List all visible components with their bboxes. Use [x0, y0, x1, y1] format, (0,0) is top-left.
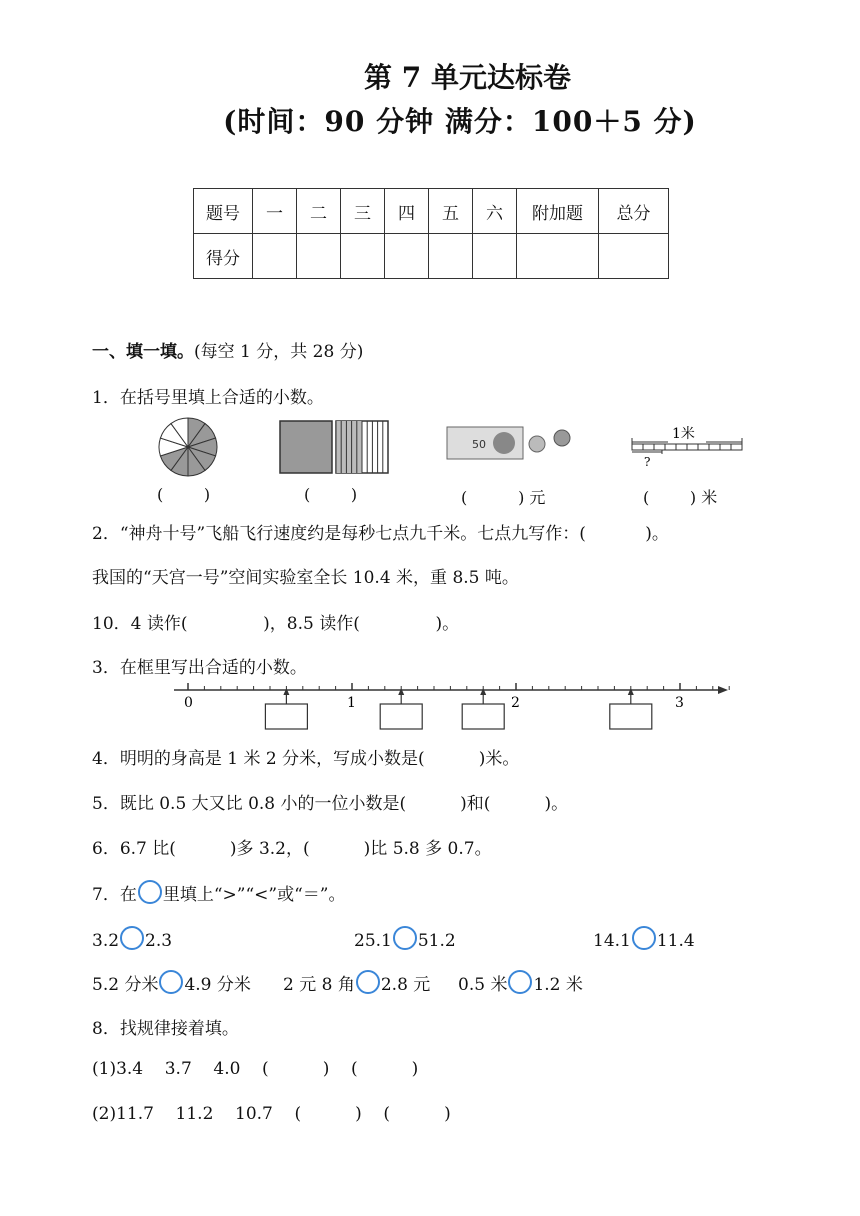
strip [357, 421, 362, 473]
compare-right: 1.2 米 [533, 975, 583, 995]
compare-item [354, 926, 456, 951]
compare-right: 51.2 [417, 931, 456, 951]
table-cell: 二 [297, 189, 341, 234]
compare-left: 0.5 米 [458, 975, 508, 995]
section-heading [92, 337, 363, 362]
compare-left: 5.2 分米 [92, 975, 159, 995]
score-table-score-row [194, 234, 669, 279]
question-1: 1．在括号里填上合适的小数。 [92, 388, 324, 408]
ruler-figure [630, 426, 746, 472]
strip [336, 421, 341, 473]
score-table-header-row [194, 189, 669, 234]
compare-item [283, 970, 430, 995]
compare-circle[interactable] [508, 970, 532, 994]
pattern-line-1: (1)3.4 3.7 4.0 ( ) ( ) [92, 1059, 419, 1079]
score-input-cell[interactable] [473, 234, 517, 279]
section-heading-bold: 一、填一填。 [92, 342, 194, 362]
compare-item [458, 970, 583, 995]
question-5: 5．既比 0.5 大又比 0.8 小的一位小数是( )和( )。 [92, 794, 569, 814]
compare-circle[interactable] [393, 926, 417, 950]
answer-box[interactable] [380, 704, 422, 729]
compare-circle[interactable] [632, 926, 656, 950]
strip [352, 421, 357, 473]
money-figure [446, 424, 580, 464]
compare-right: 11.4 [656, 931, 695, 951]
score-input-cell[interactable] [385, 234, 429, 279]
table-cell: 三 [341, 189, 385, 234]
compare-item [593, 926, 695, 951]
table-cell: 题号 [194, 189, 253, 234]
score-input-cell[interactable] [599, 234, 669, 279]
compare-item [92, 926, 172, 951]
tick-label: 3 [675, 695, 684, 711]
answer-blank[interactable]: ( ) 元 [461, 488, 546, 507]
compare-circle[interactable] [120, 926, 144, 950]
compare-circle[interactable] [159, 970, 183, 994]
compare-left: 25.1 [354, 931, 392, 951]
score-input-cell[interactable] [341, 234, 385, 279]
score-input-cell[interactable] [517, 234, 599, 279]
table-cell: 总分 [599, 189, 669, 234]
table-cell: 附加题 [517, 189, 599, 234]
question-2-info: 我国的“天宫一号”空间实验室全长 10.4 米，重 8.5 吨。 [92, 568, 519, 588]
table-cell: 五 [429, 189, 473, 234]
pointer-arrow-head [398, 688, 404, 695]
compare-left: 2 元 8 角 [283, 975, 355, 995]
score-input-cell[interactable] [297, 234, 341, 279]
question-7 [92, 880, 345, 905]
pointer-arrow-head [628, 688, 634, 695]
pointer-arrow-head [283, 688, 289, 695]
answer-box[interactable] [462, 704, 504, 729]
compare-right: 2.8 元 [380, 975, 431, 995]
question-4: 4．明明的身高是 1 米 2 分米，写成小数是( )米。 [92, 749, 520, 769]
answer-box[interactable] [610, 704, 652, 729]
table-cell: 得分 [194, 234, 253, 279]
strip [346, 421, 351, 473]
square-fraction-figure [279, 420, 391, 476]
question-7-suffix: 里填上“>”“<”或“＝”。 [162, 885, 346, 905]
question-2-reading: 10．4 读作( )，8.5 读作( )。 [92, 614, 460, 634]
answer-blank[interactable]: ( ) 米 [643, 488, 718, 507]
ruler-question-mark: ? [644, 455, 651, 469]
page-title: 第 7 单元达标卷 [364, 61, 571, 94]
number-line [172, 680, 732, 732]
compare-left: 3.2 [92, 931, 120, 951]
answer-blank[interactable]: ( ) [304, 485, 358, 504]
tick-label: 2 [511, 695, 520, 711]
question-3: 3．在框里写出合适的小数。 [92, 658, 307, 678]
compare-right: 4.9 分米 [184, 975, 251, 995]
question-6: 6．6.7 比( )多 3.2，( )比 5.8 多 0.7。 [92, 839, 492, 859]
compare-circle[interactable] [356, 970, 380, 994]
answer-box[interactable] [265, 704, 307, 729]
score-table [193, 188, 669, 279]
table-cell: 六 [473, 189, 517, 234]
score-input-cell[interactable] [429, 234, 473, 279]
question-8: 8．找规律接着填。 [92, 1019, 239, 1039]
pie-fraction-figure [157, 416, 219, 478]
table-cell: 一 [253, 189, 297, 234]
compare-item [92, 970, 251, 995]
ruler-label: 1米 [672, 426, 695, 442]
section-heading-note: (每空 1 分，共 28 分) [194, 342, 364, 362]
compare-right: 2.3 [145, 931, 173, 951]
page-subtitle: (时间：90 分钟 满分：100＋5 分) [223, 105, 697, 138]
question-2: 2．“神舟十号”飞船飞行速度约是每秒七点九千米。七点九写作：( )。 [92, 524, 669, 544]
answer-blank[interactable]: ( ) [157, 485, 211, 504]
table-cell: 四 [385, 189, 429, 234]
compare-left: 14.1 [593, 931, 631, 951]
tick-label: 0 [184, 695, 193, 711]
tick-label: 1 [347, 695, 356, 711]
strip [341, 421, 346, 473]
pattern-line-2: (2)11.7 11.2 10.7 ( ) ( ) [92, 1104, 451, 1124]
banknote-value: 50 [472, 438, 486, 451]
pointer-arrow-head [480, 688, 486, 695]
score-input-cell[interactable] [253, 234, 297, 279]
question-7-prefix: 7．在 [92, 885, 137, 905]
compare-circle-icon [138, 880, 162, 904]
